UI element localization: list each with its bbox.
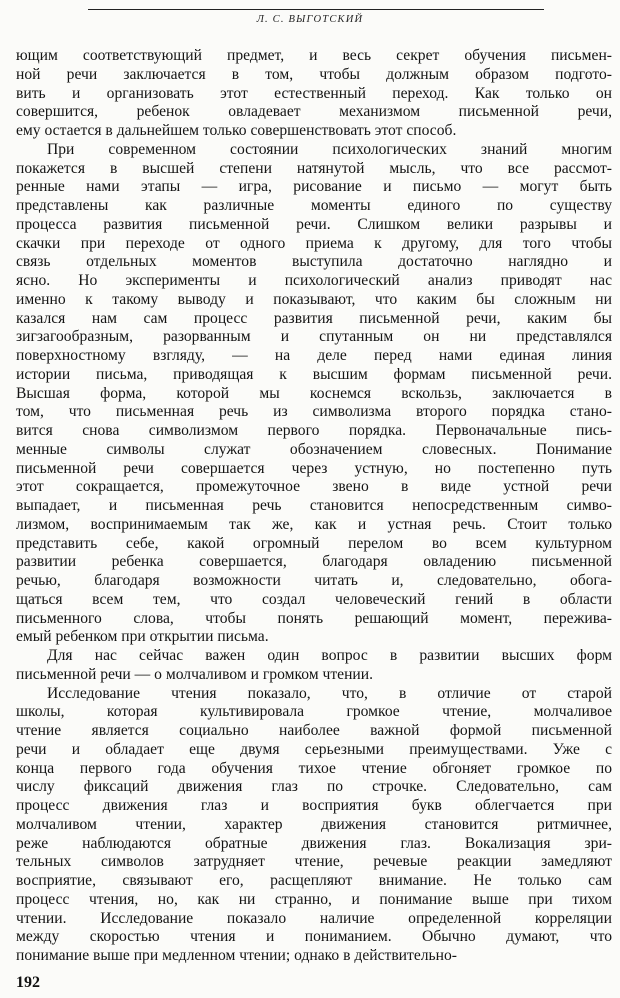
- text-line: том, что письменная речь из символизма второго порядка стано-: [16, 403, 612, 421]
- text-line: совершится, ребенок овладевает механизмом письменной речи,: [16, 103, 612, 121]
- text-line: чтение является социально наиболее важной формой письменной: [16, 722, 612, 739]
- text-line: вится снова символизмом первого порядка. Первоначальные пись-: [16, 422, 612, 439]
- text-line: щаться всем тем, что создал человеческий гений в области: [16, 590, 612, 608]
- text-line: ющим соответствующий предмет, и весь секрет обучения письмен-: [16, 47, 612, 64]
- text-line: Исследование чтения показало, что, в отличие от старой: [47, 684, 612, 702]
- text-line: восприятие, связывают его, расщепляют внимание. Не только сам: [16, 872, 612, 889]
- text-line: вить и организовать этот естественный переход. Как только он: [16, 84, 612, 102]
- text-line: письменной речи совершается через устную, но постепенно путь: [16, 459, 612, 477]
- text-line: письменной речи — о молчаливом и громком чтении.: [16, 665, 374, 683]
- paragraph: [16, 141, 612, 647]
- text-line: этот сокращается, промежуточное звено в виде устной речи: [16, 478, 612, 496]
- text-line: понимание выше при медленном чтении; однако в действительно-: [16, 947, 457, 964]
- text-line: чтении. Исследование показало наличие определенной корреляции: [16, 909, 612, 927]
- text-line: числу фиксаций движения глаз по строчке. Следовательно, сам: [16, 778, 612, 796]
- text-line: выпадает, и письменная речь становится непосредственным симво-: [16, 497, 612, 514]
- text-line: речи и обладает еще двумя серьезными преимуществами. Уже с: [16, 740, 612, 758]
- text-line: между скоростью чтения и пониманием. Обычно думают, что: [16, 928, 612, 946]
- text-line: представить себе, какой огромный перелом во всем культурном: [16, 534, 612, 552]
- text-line: истории письма, приводящая к высшим формам письменной речи.: [16, 365, 612, 383]
- body-text: [16, 47, 612, 966]
- running-head: Л. С. ВЫГОТСКИЙ: [256, 14, 364, 25]
- text-line: процесс чтения, но, как ни странно, и понимание выше при тихом: [16, 890, 612, 908]
- paragraph: [16, 685, 612, 966]
- text-line: развитии ребенка совершается, благодаря овладению письменной: [16, 553, 612, 571]
- text-line: Высшая форма, которой мы коснемся вскользь, заключается в: [16, 384, 612, 402]
- text-line: поверхностному взгляду, — на деле перед нами единая линия: [16, 347, 612, 364]
- text-line: зигзагообразным, разорванным и спутанным он ни представлялся: [16, 328, 612, 346]
- paragraph: [16, 47, 612, 141]
- page-number: 192: [16, 974, 40, 991]
- text-line: молчаливом чтении, характер движения становится ритмичнее,: [16, 815, 612, 833]
- text-line: Для нас сейчас важен один вопрос в развитии высших форм: [47, 647, 612, 664]
- text-line: тельных символов затрудняет чтение, речевые реакции замедляют: [16, 853, 612, 871]
- text-line: При современном состоянии психологических знаний многим: [47, 140, 612, 158]
- text-line: реже наблюдаются обратные движения глаз. Вокализация зри-: [16, 834, 612, 852]
- text-line: ясно. Но эксперименты и психологический анализ приводят нас: [16, 272, 612, 289]
- text-line: письменного слова, чтобы понять решающий момент, пережива-: [16, 609, 612, 627]
- text-line: казался нам сам процесс развития письменной речи, каким бы: [16, 309, 612, 327]
- text-line: ему остается в дальнейшем только совершенствовать этот способ.: [16, 122, 457, 139]
- text-line: связь отдельных моментов выступила достаточно наглядно и: [16, 253, 612, 271]
- text-line: речью, благодаря возможности читать и, следовательно, обога-: [16, 572, 612, 589]
- text-line: конца первого года обучения тихое чтение обгоняет громкое по: [16, 759, 612, 777]
- text-line: процесс движения глаз и восприятия букв облегчается при: [16, 797, 612, 814]
- text-line: менные символы служат обозначением словесных. Понимание: [16, 440, 612, 458]
- text-line: процесса развития письменной речи. Слишком велики разрывы и: [16, 215, 612, 233]
- paragraph: [16, 647, 612, 685]
- text-line: школы, которая культивировала громкое чтение, молчаливое: [16, 703, 612, 721]
- text-line: лизмом, воспринимаемым так же, как и устная речь. Стоит только: [16, 515, 612, 533]
- text-line: именно к такому выводу и показывают, что каким бы сложным ни: [16, 290, 612, 308]
- text-line: скачки при переходе от одного приема к другому, для того чтобы: [16, 234, 612, 252]
- text-line: ной речи заключается в том, чтобы должным образом подгото-: [16, 65, 612, 83]
- header-rule: [88, 9, 544, 10]
- text-line: емый ребенком при открытии письма.: [16, 628, 269, 646]
- text-line: представлены как различные моменты единого по существу: [16, 197, 612, 214]
- text-line: покажется в высшей степени натянутой мысль, что все рассмот-: [16, 159, 612, 177]
- text-line: ренные нами этапы — игра, рисование и письмо — могут быть: [16, 178, 612, 196]
